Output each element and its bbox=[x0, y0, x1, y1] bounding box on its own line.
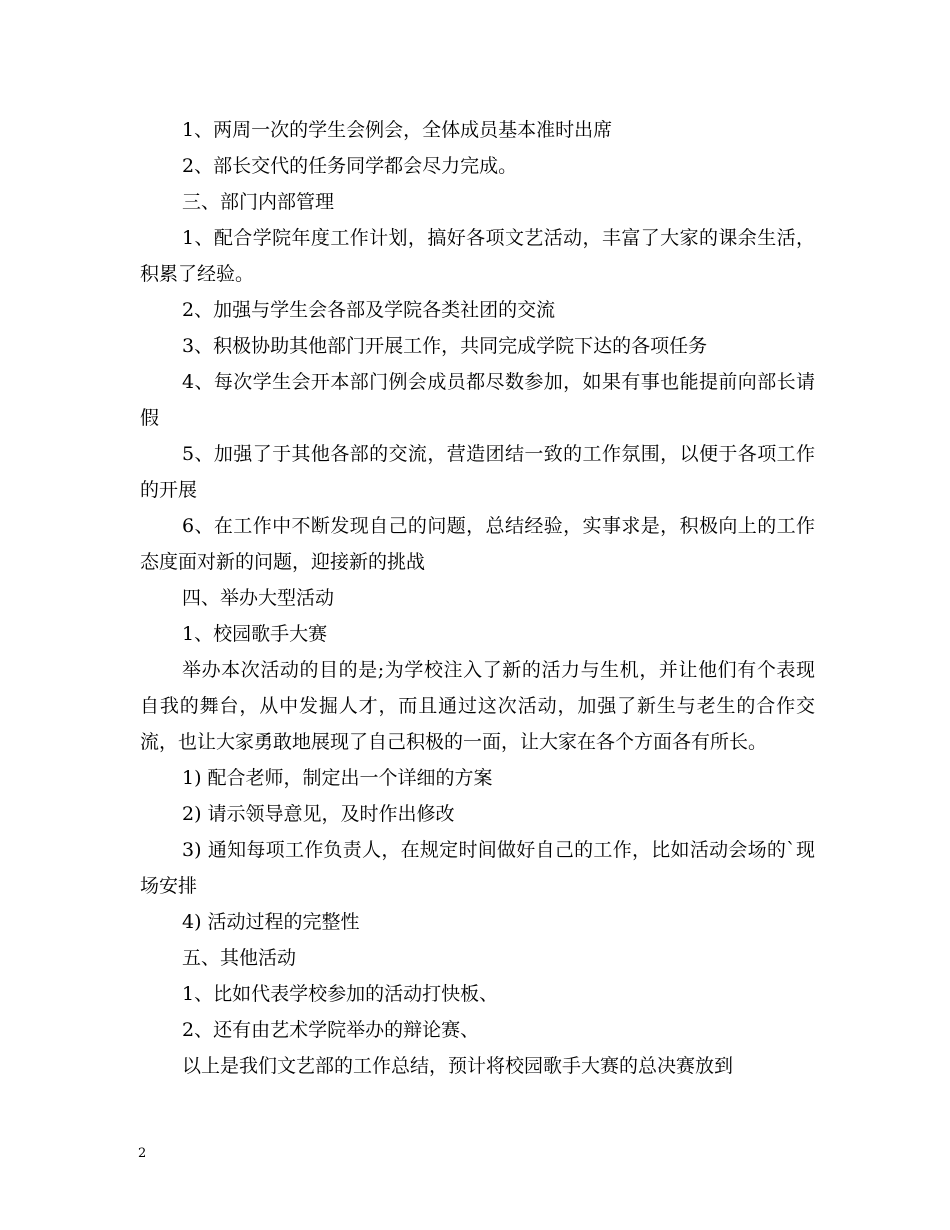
paragraph-7: 4、每次学生会开本部门例会成员都尽数参加，如果有事也能提前向部长请假 bbox=[140, 371, 815, 429]
paragraph-13: 1) 配合老师，制定出一个详细的方案 bbox=[182, 767, 493, 789]
document-body bbox=[140, 112, 815, 1084]
section-heading-3: 三、部门内部管理 bbox=[182, 191, 335, 213]
paragraph-1: 1、两周一次的学生会例会，全体成员基本准时出席 bbox=[182, 119, 613, 141]
paragraph-12: 举办本次活动的目的是;为学校注入了新的活力与生机，并让他们有个表现自我的舞台，从中发掘人才，而且通过这次活动，加强了新生与老生的合作交流，也让大家勇敢地展现了自己积极的一面，让大家在各个方面各有所长。 bbox=[140, 659, 815, 753]
section-heading-4: 四、举办大型活动 bbox=[182, 587, 335, 609]
section-heading-5: 五、其他活动 bbox=[182, 947, 297, 969]
paragraph-9: 6、在工作中不断发现自己的问题，总结经验，实事求是，积极向上的工作态度面对新的问题，迎接新的挑战 bbox=[140, 515, 815, 573]
paragraph-18: 1、比如代表学校参加的活动打快板、 bbox=[182, 983, 499, 1005]
paragraph-14: 2) 请示领导意见，及时作出修改 bbox=[182, 803, 455, 825]
paragraph-5: 2、加强与学生会各部及学院各类社团的交流 bbox=[182, 299, 556, 321]
paragraph-6: 3、积极协助其他部门开展工作，共同完成学院下达的各项任务 bbox=[182, 335, 708, 357]
paragraph-16: 4) 活动过程的完整性 bbox=[182, 911, 360, 933]
paragraph-11: 1、校园歌手大赛 bbox=[182, 623, 328, 645]
paragraph-19: 2、还有由艺术学院举办的辩论赛、 bbox=[182, 1019, 480, 1041]
paragraph-8: 5、加强了于其他各部的交流，营造团结一致的工作氛围，以便于各项工作的开展 bbox=[140, 443, 815, 501]
paragraph-20: 以上是我们文艺部的工作总结，预计将校园歌手大赛的总决赛放到 bbox=[182, 1055, 734, 1077]
paragraph-15: 3) 通知每项工作负责人，在规定时间做好自己的工作，比如活动会场的`现场安排 bbox=[140, 839, 815, 897]
paragraph-2: 2、部长交代的任务同学都会尽力完成。 bbox=[182, 155, 518, 177]
paragraph-4: 1、配合学院年度工作计划，搞好各项文艺活动，丰富了大家的课余生活，积累了经验。 bbox=[140, 227, 815, 285]
page-number: 2 bbox=[138, 1146, 147, 1161]
